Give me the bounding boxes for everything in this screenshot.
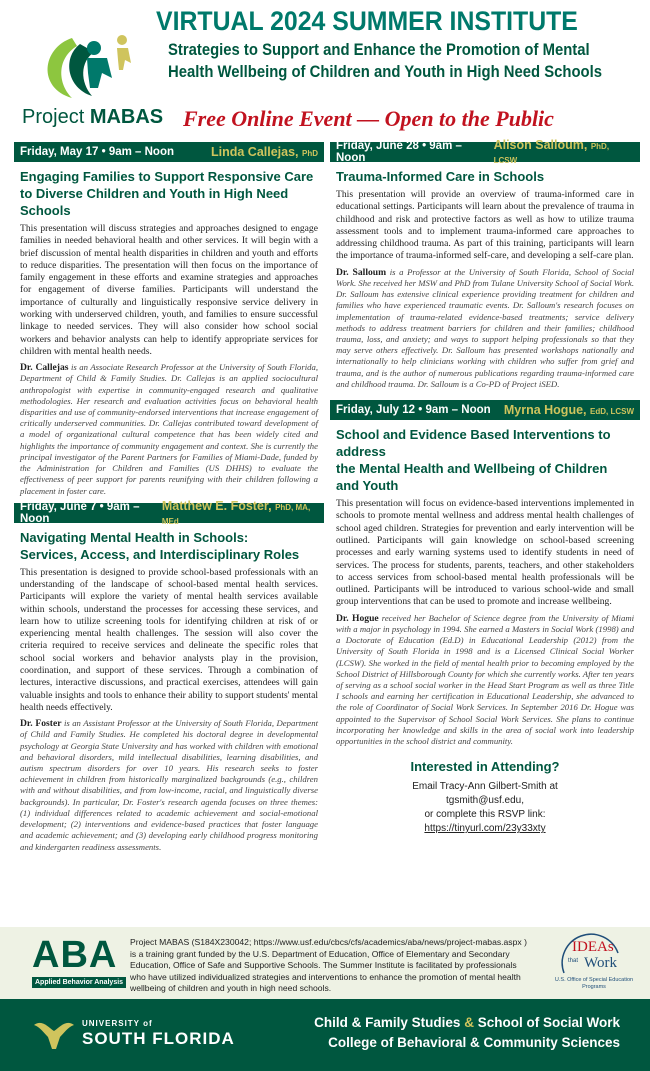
presenter: Myrna Hogue, EdD, LCSW: [503, 403, 634, 418]
left-column: [14, 142, 324, 859]
session-bar: [330, 400, 640, 420]
session-description: This presentation is designed to provide school-based professionals with an understanding of the landscape of school-based mental health services. Participants will explore the variety of mental health services available within schools, understand the processes for accessing these services, and learn how to utilize screening tools for identifying children at risk of or experiencing mental health challenges. The session will also cover the criteria required to receive services and delineate the specific roles that school social workers and behavior analysts play in the provision, coordination, and support of these services. Through a combination of lectures, interactive discussions, and practical exercises, attendees will gain valuable insights and tools to enhance their ability to support students' mental health needs effectively.: [20, 566, 318, 713]
presenter: Alison Salloum, PhD, LCSW: [493, 138, 610, 165]
presenter-bio: Dr. Hogue received her Bachelor of Science degree from the University of Miami with a major in psychology in 1994. She earned a Masters in Social Work (1998) and a Doctorate of Education (Ed.D) in Educational Leadership (2012) from the University of South Florida in 1998 and is a Licensed Clinical Social Worker (LCSW). She worked in the field of mental health prior to becoming employed by the School District of Hillsborough County for which she currently works. After ten years of serving as a school social worker in the Head Start Program as well as three Title I schools and earning her certification in Educational Leadership, she advanced to the role of Coordinator of Social Work Services. In September 2016 Dr. Hogue was appointed to the Supervisor of School Social Work Services. She plans to continue incorporating her knowledge and skills in the area of social work into leadership opportunities in the school district and community.: [336, 612, 635, 746]
session-date: Friday, June 7 • 9am – Noon: [20, 500, 140, 525]
header: [0, 0, 650, 140]
session-title: Trauma-Informed Care in Schools: [336, 169, 545, 184]
ideas-that-work-logo: IDEAs that Work U.S. Office of Special Education Programs: [546, 933, 636, 993]
rsvp-line: or complete this RSVP link:: [424, 809, 546, 821]
grant-footer: [0, 927, 650, 999]
session-title: Engaging Families to Support Responsive Care to Diverse Children and Youth in High Need Schools: [20, 169, 314, 218]
rsvp-line: Email Tracy-Ann Gilbert-Smith at: [412, 781, 558, 793]
page-subtitle-line1: Strategies to Support and Enhance the Promotion of Mental: [168, 41, 590, 59]
session-date: Friday, May 17 • 9am – Noon: [20, 146, 175, 158]
session-description: This presentation will focus on evidence-based interventions implemented in schools to promote mental wellness and address mental health challenges of school aged children. Strategies for prevention and early intervention will be outlined. Participants will gain knowledge on school-based screening processes and early warning systems used to identify students in need of services. The process for students, parents, teachers, and other stakeholders to access services from school-based mental health professionals will be outlined. Participants will be introduced to various school-wide and small group interventions that can be used to promote and increase wellbeing.: [336, 498, 634, 608]
right-column: [330, 138, 640, 836]
project-mabas-logo: [22, 18, 164, 128]
rsvp-box: [330, 759, 640, 836]
usf-logo: UNIVERSITY of SOUTH FLORIDA: [32, 1017, 76, 1056]
usf-bull-icon: [32, 1017, 76, 1051]
session-bar: [14, 142, 324, 162]
session-date: Friday, June 28 • 9am – Noon: [336, 140, 462, 164]
presenter-bio: Dr. Foster is an Assistant Professor at the University of South Florida, Department of Child and Family Studies. He completed his doctoral degree in developmental psychology at Georgia State University and has worked with children with emotional and behavioral disorders, mild intellectual disabilities, learning disabilities, and autism spectrum disorders for over 10 years. His research seeks to foster achievement in children from historically marginalized backgrounds (e.g., children with and without disabilities, and from low-income, racial, and linguistically diverse backgrounds). In particular, Dr. Foster's research agenda focuses on three themes: (1) individual differences related to academic achievement and social-emotional development; (2) interventions and evidence-based practices that foster language and academic achievement; and (3) developing early childhood progress monitoring and kindergarten readiness assessments.: [20, 718, 319, 852]
session-description: This presentation will provide an overview of trauma-informed care in educational settings. Participants will learn about the prevalence of trauma in childhood and risk and protective factors as well as how to utilize trauma assessment tools and to implement trauma-informed care approaches to addressing childhood trauma. As part of this training, participants will learn the importance of trauma-informed self-care, and developing a self-care plan.: [336, 189, 634, 262]
college-names: Child & Family Studies & School of Social Work College of Behavioral & Community Sciences: [314, 1015, 620, 1050]
event-tagline: Free Online Event — Open to the Public: [183, 106, 554, 131]
rsvp-heading: Interested in Attending?: [410, 759, 560, 775]
grant-text: Project MABAS (S184X230042; https://www.usf.edu/cbcs/cfs/academics/aba/news/project-mabas.aspx ) is a training grant funded by the U.S. Department of Education, Office of Elementary and Secondary Education, Office of Safe and Supportive Schools. The Summer Institute is facilitated by professionals who have utilized individualized strategies and interventions to enhance the promotion of mental health wellbeing of children and youth in high need schools.: [130, 937, 527, 993]
mabas-figures-icon: [32, 18, 142, 103]
session-description: This presentation will discuss strategies and approaches designed to engage families in needed behavioral health and other services. It will begin with a brief discussion of mental health disparities in children and youth and efforts to reduce disparities. The presentation will then focus on the importance of family engagement in these efforts and examine strategies and approaches for engagement of diverse families. Participants will understand the importance of culturally and linguistically responsive service delivery in working with underserved children, youth, and families to ensure successful linkage to needed services. They will also consider how school social workers and behavior analysts can help to identify appropriate services for children with mental health needs.: [20, 223, 318, 357]
session-bar: [330, 138, 640, 165]
aba-logo: ABA Applied Behavior Analysis: [32, 935, 126, 988]
presenter-bio: Dr. Callejas is an Associate Research Professor at the University of South Florida, Department of Child & Family Studies. Dr. Callejas is an applied sociocultural anthropologist with expertise in community-engaged research and qualitative methodologies. Her research and evaluation activities focus on behavioral health disparities and use of community-endorsed interventions that increase engagement of critically underserved communities. Dr. Callejas contributed toward development of a model of organizational cultural competence that has been widely cited and highlights the importance of community engagement and context. She is currently the principal investigator of the Parent Partners for Families of Miami-Dade, funded by the Administration for Children and Families (US DHHS) to evaluate the effectiveness of peer support for parents reunifying with their children following a placement in foster care.: [20, 362, 318, 496]
session-date: Friday, July 12 • 9am – Noon: [336, 404, 491, 417]
usf-footer: [0, 999, 650, 1071]
presenter: Linda Callejas, PhD: [210, 145, 318, 159]
session-title: School and Evidence Based Interventions to address the Mental Health and Wellbeing of Children and Youth: [336, 427, 611, 494]
presenter-bio: Dr. Salloum is a Professor at the University of South Florida, School of Social Work. She received her MSW and PhD from Tulane University School of Social Work. Dr. Salloum has extensive clinical experience providing treatment for children and families who have experienced traumatic events. Dr. Salloum's research focuses on implementation of trauma-related evidence-based treatments; service delivery methods to address treatment barriers for children and their families; childhood trauma, loss, and anxiety; and ways to support helping professionals so that they may serve others effectively. Dr. Salloum has presented workshops nationally and internationally to help clinicians working with children who suffer from grief and trauma, and is the author of numerous publications regarding trauma-informed care and childhood trauma. Dr. Salloum is a Co-PD of Project iSED.: [336, 266, 634, 389]
rsvp-email-link[interactable]: tgsmith@usf.edu,: [446, 795, 524, 807]
session-bar: [14, 498, 324, 526]
rsvp-link[interactable]: https://tinyurl.com/23y33xty: [424, 823, 546, 835]
session-title: Navigating Mental Health in Schools: Services, Access, and Interdisciplinary Roles: [20, 529, 300, 562]
page-title: VIRTUAL 2024 SUMMER INSTITUTE: [156, 6, 578, 36]
page-subtitle-line2: Health Wellbeing of Children and Youth in High Need Schools: [168, 63, 602, 81]
project-name: Project MABAS: [22, 106, 164, 128]
presenter: Matthew E. Foster, PhD, MA, MEd: [161, 498, 311, 526]
